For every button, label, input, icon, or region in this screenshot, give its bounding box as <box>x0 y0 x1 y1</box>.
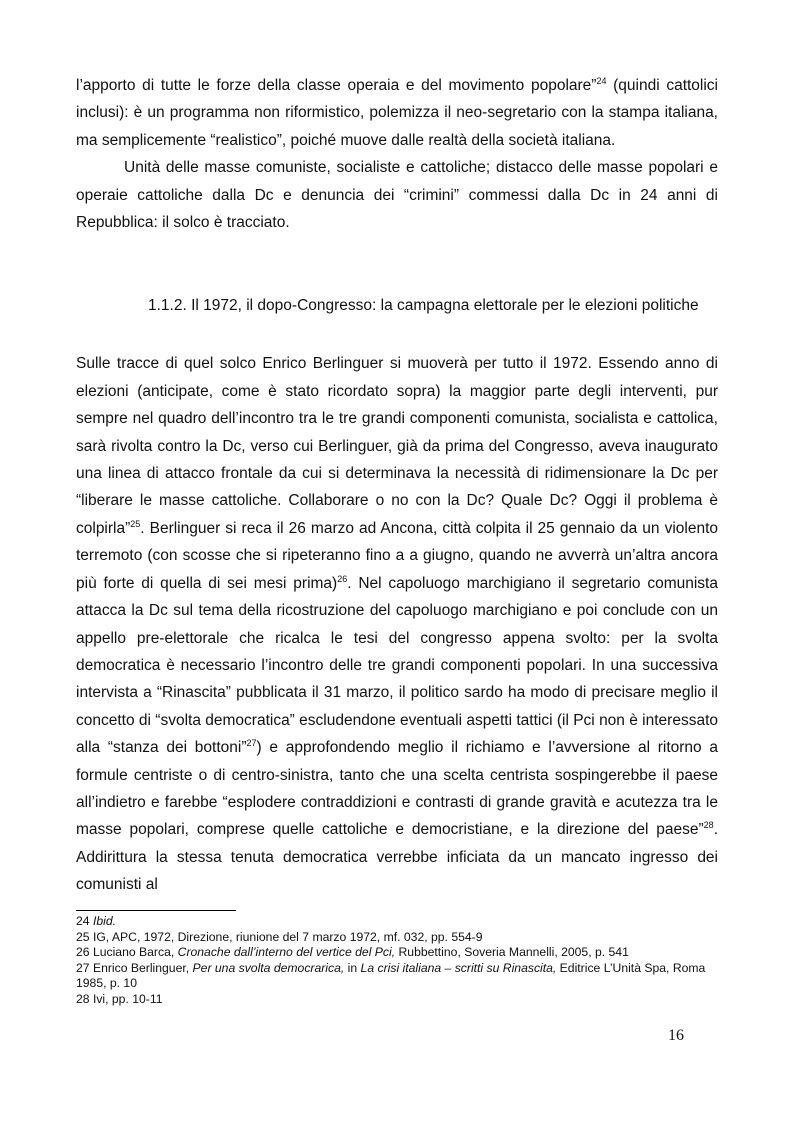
footnote-ref: 24 <box>596 75 607 86</box>
footnote-ref: 28 <box>703 820 714 831</box>
italic-text: Cronache dall’interno del vertice del Pci, <box>177 945 396 960</box>
footnote <box>76 945 718 961</box>
text-run: . Addirittura la stessa tenuta democratica verrebbe inficiata da un mancato ingresso dei comunisti al <box>76 821 718 894</box>
text-run: . Nel capoluogo marchigiano il segretario comunista attacca la Dc sul tema della ricostruzione del capoluogo marchigiano e poi conclude con un appello pre-elettorale che ricalca le tesi del congresso appena svolto: per la svolta democratica è necessario l’incontro delle tre grandi componenti popolari. In una successiva intervista a “Rinascita” pubblicata il 31 marzo, il politico sardo ha modo di precisare meglio il concetto di “svolta democratica” escludendone eventuali aspetti tattici (il Pci non è interessato alla “stanza dei bottoni” <box>76 574 718 757</box>
text-run: . Berlinguer si reca il 26 marzo ad Ancona, città colpita il 25 gennaio da un violento terremoto (con scosse che si ripeteranno fino a a giugno, quando ne avverrà un’altra ancora più forte di quella di sei mesi prima) <box>76 519 718 592</box>
italic-text: Per una svolta democrarica, <box>192 960 345 975</box>
footnote <box>76 961 718 992</box>
page-number: 16 <box>668 1027 684 1044</box>
text-run: (quindi cattolici inclusi): è un programma non riformistico, polemizza il neo-segretario con la stampa italiana, ma semplicemente “realistico”, poiché muove dalle realtà della società italiana. <box>76 77 719 149</box>
italic-text: La crisi italiana – scritti su Rinascita, <box>360 960 557 975</box>
footnote-ref: 25 <box>130 518 141 529</box>
text-run: Sulle tracce di quel solco Enrico Berlinguer si muoverà per tutto il 1972. Essendo anno di elezioni (anticipate, come è stato ricordato sopra) la maggior parte degli interventi, pur sempre nel quadro dell’incontro tra le tre grandi componenti comunista, socialista e cattolica, sarà rivolta contro la Dc, verso cui Berlinguer, già da prima del Congresso, aveva inaugurato una linea di attacco frontale da cui si determinava la necessità di ridimensionare la Dc per “liberare le masse cattoliche. Collaborare o no con la Dc? Quale Dc? Oggi il problema è colpirla” <box>76 355 718 537</box>
text-run: 25 IG, APC, 1972, Direzione, riunione del 7 marzo 1972, mf. 032, pp. 554-9 <box>76 929 483 944</box>
text-run: 28 Ivi, pp. 10-11 <box>76 991 163 1006</box>
page-body <box>76 72 718 899</box>
text-run: Unità delle masse comuniste, socialiste e cattoliche; distacco delle masse popolari e operaie cattoliche dalla Dc e denuncia dei “crimini” commessi dalla Dc in 24 anni di Repubblica: il solco è tracciato. <box>76 159 718 232</box>
footnote-ref: 26 <box>337 573 348 584</box>
text-run: 27 Enrico Berlinguer, <box>76 960 193 975</box>
text-run: 24 <box>76 914 93 928</box>
intro-paragraphs <box>76 72 718 236</box>
text-run: in <box>344 960 361 975</box>
text-run: 26 Luciano Barca, <box>76 945 178 960</box>
text-run: ) e approfondendo meglio il richiamo e l’avversione al ritorno a formule centriste o di centro-sinistra, tanto che una scelta centrista sospingerebbe il paese all’indietro e farebbe “esplodere contraddizioni e contrasti di grande gravità e acutezza tra le masse popolari, comprese quelle cattoliche e democristiane, e la direzione del paese” <box>76 739 719 839</box>
intro-paragraph <box>76 72 718 154</box>
footnote <box>76 914 718 930</box>
intro-paragraph <box>76 154 718 236</box>
footnote <box>76 930 718 946</box>
footnote-list <box>76 914 718 1008</box>
text-run: Editrice L’Unità Spa, Roma 1985, p. 10 <box>76 960 706 991</box>
text-run: Rubbettino, Soveria Mannelli, 2005, p. 541 <box>395 945 629 960</box>
footnote <box>76 992 718 1008</box>
section-heading: 1.1.2. Il 1972, il dopo-Congresso: la campagna elettorale per le elezioni politiche <box>148 297 699 315</box>
footnote-ref: 27 <box>246 737 257 748</box>
footnotes <box>76 910 718 1008</box>
italic-text: Ibid. <box>92 914 116 928</box>
text-run: l’apporto di tutte le forze della classe operaia e del movimento popolare” <box>76 77 597 94</box>
footnote-separator <box>76 910 236 911</box>
body-paragraph <box>76 350 718 898</box>
